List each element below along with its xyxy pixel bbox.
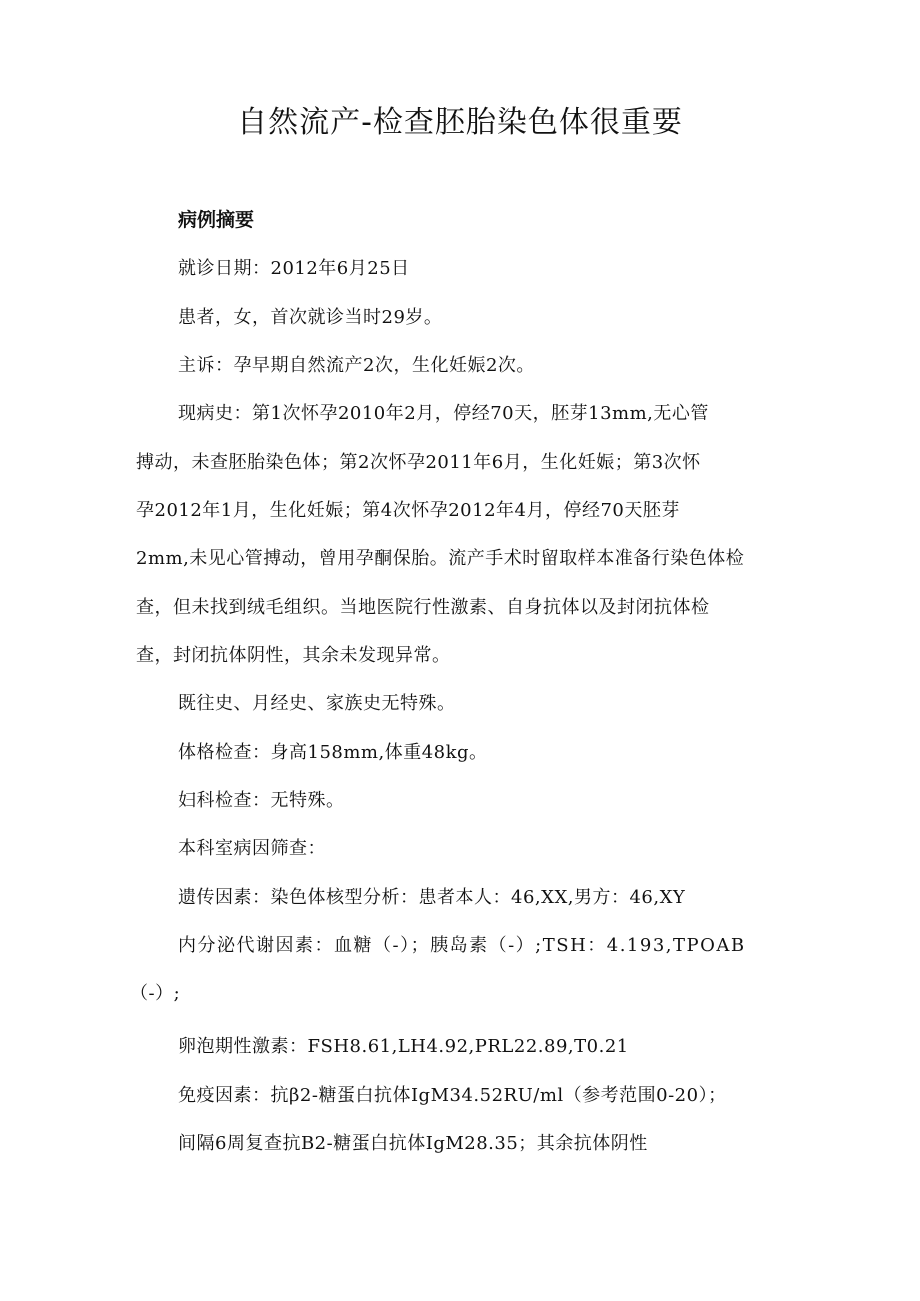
- present-history-line: 搏动，未查胚胎染色体；第2次怀孕2011年6月，生化妊娠；第3次怀: [136, 452, 701, 473]
- present-history-line: 查，但未找到绒毛组织。当地医院行性激素、自身抗体以及封闭抗体检: [136, 597, 710, 618]
- visit-date-line: 就诊日期：2012年6月25日: [178, 258, 410, 279]
- present-history-line: 现病史：第1次怀孕2010年2月，停经70天，胚芽13mm,无心管: [178, 403, 709, 424]
- endocrine-factor-line: 内分泌代谢因素：血糖（-）；胰岛素（-）;TSH：4.193,TPOAB: [178, 935, 746, 956]
- document-title: 自然流产-检查胚胎染色体很重要: [237, 105, 683, 140]
- gyn-exam-line: 妇科检查：无特殊。: [178, 790, 345, 811]
- immune-factor-line: 免疫因素：抗β2-糖蛋白抗体IgM34.52RU/ml（参考范围0-20）；: [178, 1085, 727, 1106]
- present-history-line: 查，封闭抗体阴性，其余未发现异常。: [136, 645, 451, 666]
- patient-line: 患者，女，首次就诊当时29岁。: [178, 307, 443, 328]
- physical-exam-line: 体格检查：身高158mm,体重48kg。: [178, 742, 488, 763]
- section-heading: 病例摘要: [178, 209, 255, 231]
- immune-recheck-line: 间隔6周复查抗B2-糖蛋白抗体IgM28.35；其余抗体阴性: [178, 1133, 648, 1154]
- etiology-screening-line: 本科室病因筛查：: [178, 838, 326, 859]
- past-history-line: 既往史、月经史、家族史无特殊。: [178, 693, 456, 714]
- sex-hormone-line: 卵泡期性激素：FSH8.61,LH4.92,PRL22.89,T0.21: [178, 1036, 629, 1057]
- present-history-line: 2mm,未见心管搏动，曾用孕酮保胎。流产手术时留取样本准备行染色体检: [136, 548, 745, 569]
- genetic-factor-line: 遗传因素：染色体核型分析：患者本人：46,XX,男方：46,XY: [178, 887, 686, 908]
- endocrine-factor-line: （-）;: [130, 983, 181, 1004]
- chief-complaint-line: 主诉：孕早期自然流产2次，生化妊娠2次。: [178, 355, 535, 376]
- present-history-line: 孕2012年1月，生化妊娠；第4次怀孕2012年4月，停经70天胚芽: [136, 500, 680, 521]
